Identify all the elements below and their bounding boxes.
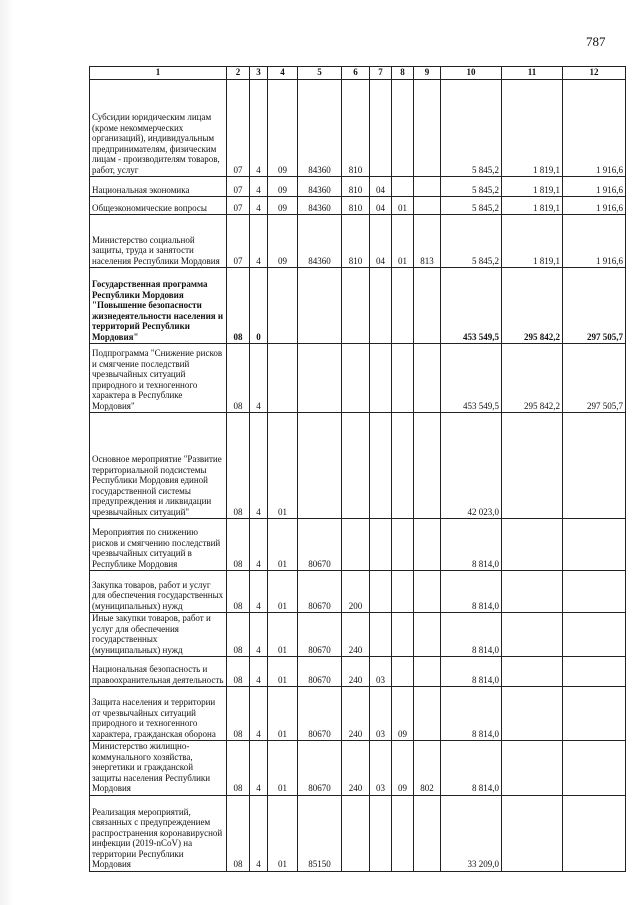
cell-c5: 84360 [298, 80, 342, 177]
cell-c11 [502, 413, 563, 519]
row-name-cell: Закупка товаров, работ и услуг для обеспечения государственных (муниципальных) нужд [90, 571, 227, 613]
cell-c2: 08 [227, 519, 250, 571]
cell-c4: 09 [268, 197, 298, 215]
cell-c3: 4 [250, 657, 268, 687]
row-name-cell: Защита населения и территории от чрезвычайных ситуаций природного и техногенного характера, гражданская оборона [90, 687, 227, 741]
cell-c12: 297 505,7 [563, 268, 626, 344]
cell-c2: 08 [227, 741, 250, 796]
column-header: 4 [268, 67, 298, 80]
cell-c12 [563, 741, 626, 796]
cell-c2: 08 [227, 687, 250, 741]
table-header-row [90, 67, 626, 80]
cell-c9 [414, 80, 441, 177]
cell-c5: 80670 [298, 613, 342, 657]
row-name-cell: Основное мероприятие "Развитие территориальной подсистемы Республики Мордовия единой государственной системы предупреждения и ликвидации чрезвычайных ситуаций" [90, 413, 227, 519]
cell-c3: 4 [250, 80, 268, 177]
table-row [90, 197, 626, 215]
cell-c6: 240 [342, 657, 370, 687]
cell-c10: 8 814,0 [441, 741, 502, 796]
cell-c11: 1 819,1 [502, 215, 563, 268]
cell-c5 [298, 268, 342, 344]
cell-c4: 09 [268, 177, 298, 197]
cell-c2: 08 [227, 657, 250, 687]
cell-c3: 4 [250, 613, 268, 657]
cell-c6: 240 [342, 613, 370, 657]
cell-c11: 1 819,1 [502, 177, 563, 197]
cell-c11: 295 842,2 [502, 268, 563, 344]
column-header: 6 [342, 67, 370, 80]
cell-c12 [563, 519, 626, 571]
cell-c3: 0 [250, 268, 268, 344]
cell-c11: 295 842,2 [502, 344, 563, 413]
cell-c4: 01 [268, 413, 298, 519]
cell-c7: 03 [370, 657, 392, 687]
cell-c7 [370, 519, 392, 571]
row-name-cell: Министерство социальной защиты, труда и занятости населения Республики Мордовия [90, 215, 227, 268]
cell-c8 [392, 413, 414, 519]
cell-c3: 4 [250, 344, 268, 413]
cell-c10: 33 209,0 [441, 795, 502, 871]
cell-c10: 5 845,2 [441, 197, 502, 215]
cell-c4: 01 [268, 613, 298, 657]
cell-c9 [414, 571, 441, 613]
cell-c6 [342, 795, 370, 871]
row-name-cell: Государственная программа Республики Мордовия "Повышение безопасности жизнедеятельности населения и территорий Республики Мордовия" [90, 268, 227, 344]
cell-c6 [342, 268, 370, 344]
table-row [90, 657, 626, 687]
cell-c3: 4 [250, 741, 268, 796]
cell-c8 [392, 268, 414, 344]
cell-c2: 07 [227, 197, 250, 215]
cell-c5 [298, 344, 342, 413]
cell-c7 [370, 344, 392, 413]
cell-c11 [502, 519, 563, 571]
cell-c10: 5 845,2 [441, 215, 502, 268]
cell-c12: 1 916,6 [563, 177, 626, 197]
column-header: 8 [392, 67, 414, 80]
column-header: 11 [502, 67, 563, 80]
cell-c9: 813 [414, 215, 441, 268]
column-header: 7 [370, 67, 392, 80]
cell-c9 [414, 413, 441, 519]
cell-c5 [298, 413, 342, 519]
cell-c12: 1 916,6 [563, 80, 626, 177]
cell-c10: 5 845,2 [441, 80, 502, 177]
cell-c11 [502, 613, 563, 657]
cell-c2: 08 [227, 344, 250, 413]
cell-c3: 4 [250, 795, 268, 871]
cell-c7 [370, 268, 392, 344]
cell-c7 [370, 613, 392, 657]
cell-c5: 80670 [298, 571, 342, 613]
cell-c8 [392, 80, 414, 177]
cell-c10: 8 814,0 [441, 687, 502, 741]
cell-c4: 01 [268, 657, 298, 687]
cell-c7: 03 [370, 687, 392, 741]
cell-c7 [370, 795, 392, 871]
row-name-cell: Иные закупки товаров, работ и услуг для обеспечения государственных (муниципальных) нужд [90, 613, 227, 657]
cell-c5: 84360 [298, 177, 342, 197]
cell-c12 [563, 687, 626, 741]
cell-c4: 01 [268, 741, 298, 796]
cell-c7 [370, 80, 392, 177]
cell-c8 [392, 519, 414, 571]
cell-c2: 07 [227, 215, 250, 268]
cell-c4 [268, 344, 298, 413]
row-name-cell: Подпрограмма "Снижение рисков и смягчение последствий чрезвычайных ситуаций природного и техногенного характера в Республике Мордовия" [90, 344, 227, 413]
column-header: 2 [227, 67, 250, 80]
table-row [90, 215, 626, 268]
cell-c10: 453 549,5 [441, 268, 502, 344]
cell-c7 [370, 571, 392, 613]
budget-table [89, 66, 626, 872]
cell-c6: 810 [342, 80, 370, 177]
table-row [90, 80, 626, 177]
cell-c4: 09 [268, 215, 298, 268]
row-name-cell: Реализация мероприятий, связанных с предупреждением распространения коронавирусной инфекции (2019-nCoV) на территории Республики Мордовия [90, 795, 227, 871]
row-name-cell: Субсидии юридическим лицам (кроме некоммерческих организаций), индивидуальным предпринимателям, физическим лицам - производителям товаров, работ, услуг [90, 80, 227, 177]
cell-c12 [563, 613, 626, 657]
cell-c6: 810 [342, 215, 370, 268]
cell-c2: 08 [227, 268, 250, 344]
cell-c5: 80670 [298, 657, 342, 687]
cell-c6: 200 [342, 571, 370, 613]
cell-c10: 8 814,0 [441, 519, 502, 571]
column-header: 1 [90, 67, 227, 80]
cell-c2: 08 [227, 571, 250, 613]
cell-c3: 4 [250, 571, 268, 613]
cell-c11: 1 819,1 [502, 80, 563, 177]
table-row [90, 613, 626, 657]
cell-c11 [502, 571, 563, 613]
cell-c11 [502, 795, 563, 871]
cell-c10: 5 845,2 [441, 177, 502, 197]
cell-c11 [502, 657, 563, 687]
cell-c9 [414, 197, 441, 215]
cell-c9 [414, 657, 441, 687]
table-row [90, 571, 626, 613]
cell-c3: 4 [250, 177, 268, 197]
cell-c10: 453 549,5 [441, 344, 502, 413]
row-name-cell: Национальная экономика [90, 177, 227, 197]
cell-c6: 810 [342, 177, 370, 197]
cell-c8: 09 [392, 687, 414, 741]
cell-c9 [414, 268, 441, 344]
cell-c12 [563, 657, 626, 687]
cell-c2: 08 [227, 413, 250, 519]
cell-c3: 4 [250, 215, 268, 268]
cell-c6: 810 [342, 197, 370, 215]
table-row [90, 795, 626, 871]
cell-c11 [502, 687, 563, 741]
cell-c2: 07 [227, 177, 250, 197]
cell-c5: 85150 [298, 795, 342, 871]
cell-c11: 1 819,1 [502, 197, 563, 215]
cell-c11 [502, 741, 563, 796]
table-row [90, 741, 626, 796]
column-header: 5 [298, 67, 342, 80]
cell-c3: 4 [250, 197, 268, 215]
scan-shadow [0, 0, 14, 905]
table-row [90, 519, 626, 571]
cell-c8: 01 [392, 197, 414, 215]
cell-c4: 01 [268, 519, 298, 571]
cell-c5: 84360 [298, 197, 342, 215]
cell-c12 [563, 571, 626, 613]
column-header: 12 [563, 67, 626, 80]
cell-c7: 04 [370, 177, 392, 197]
cell-c2: 08 [227, 613, 250, 657]
cell-c5: 84360 [298, 215, 342, 268]
cell-c9 [414, 519, 441, 571]
cell-c3: 4 [250, 687, 268, 741]
cell-c3: 4 [250, 413, 268, 519]
cell-c8: 01 [392, 215, 414, 268]
cell-c12: 1 916,6 [563, 197, 626, 215]
column-header: 10 [441, 67, 502, 80]
cell-c8 [392, 613, 414, 657]
row-name-cell: Общеэкономические вопросы [90, 197, 227, 215]
cell-c4: 09 [268, 80, 298, 177]
row-name-cell: Национальная безопасность и правоохранительная деятельность [90, 657, 227, 687]
cell-c4: 01 [268, 795, 298, 871]
cell-c8 [392, 657, 414, 687]
cell-c5: 80670 [298, 687, 342, 741]
cell-c10: 8 814,0 [441, 657, 502, 687]
cell-c9 [414, 613, 441, 657]
row-name-cell: Министерство жилищно-коммунального хозяйства, энергетики и гражданской защиты населения Республики Мордовия [90, 741, 227, 796]
cell-c10: 8 814,0 [441, 571, 502, 613]
row-name-cell: Мероприятия по снижению рисков и смягчению последствий чрезвычайных ситуаций в Республике Мордовия [90, 519, 227, 571]
cell-c12 [563, 413, 626, 519]
cell-c8: 09 [392, 741, 414, 796]
cell-c2: 07 [227, 80, 250, 177]
page-number: 787 [586, 34, 606, 49]
cell-c7: 04 [370, 215, 392, 268]
cell-c6: 240 [342, 741, 370, 796]
cell-c2: 08 [227, 795, 250, 871]
cell-c7 [370, 413, 392, 519]
cell-c5: 80670 [298, 741, 342, 796]
cell-c12: 1 916,6 [563, 215, 626, 268]
cell-c8 [392, 795, 414, 871]
cell-c7: 04 [370, 197, 392, 215]
table-row [90, 344, 626, 413]
cell-c12: 297 505,7 [563, 344, 626, 413]
cell-c9 [414, 344, 441, 413]
cell-c5: 80670 [298, 519, 342, 571]
table-row [90, 687, 626, 741]
cell-c9 [414, 687, 441, 741]
table-row [90, 268, 626, 344]
cell-c9 [414, 795, 441, 871]
table-row [90, 177, 626, 197]
cell-c8 [392, 344, 414, 413]
cell-c10: 8 814,0 [441, 613, 502, 657]
cell-c10: 42 023,0 [441, 413, 502, 519]
cell-c8 [392, 177, 414, 197]
column-header: 3 [250, 67, 268, 80]
cell-c6 [342, 519, 370, 571]
cell-c8 [392, 571, 414, 613]
cell-c6 [342, 344, 370, 413]
cell-c9: 802 [414, 741, 441, 796]
cell-c9 [414, 177, 441, 197]
table-row [90, 413, 626, 519]
cell-c4 [268, 268, 298, 344]
cell-c12 [563, 795, 626, 871]
cell-c4: 01 [268, 687, 298, 741]
cell-c7: 03 [370, 741, 392, 796]
cell-c6: 240 [342, 687, 370, 741]
cell-c6 [342, 413, 370, 519]
cell-c4: 01 [268, 571, 298, 613]
column-header: 9 [414, 67, 441, 80]
cell-c3: 4 [250, 519, 268, 571]
